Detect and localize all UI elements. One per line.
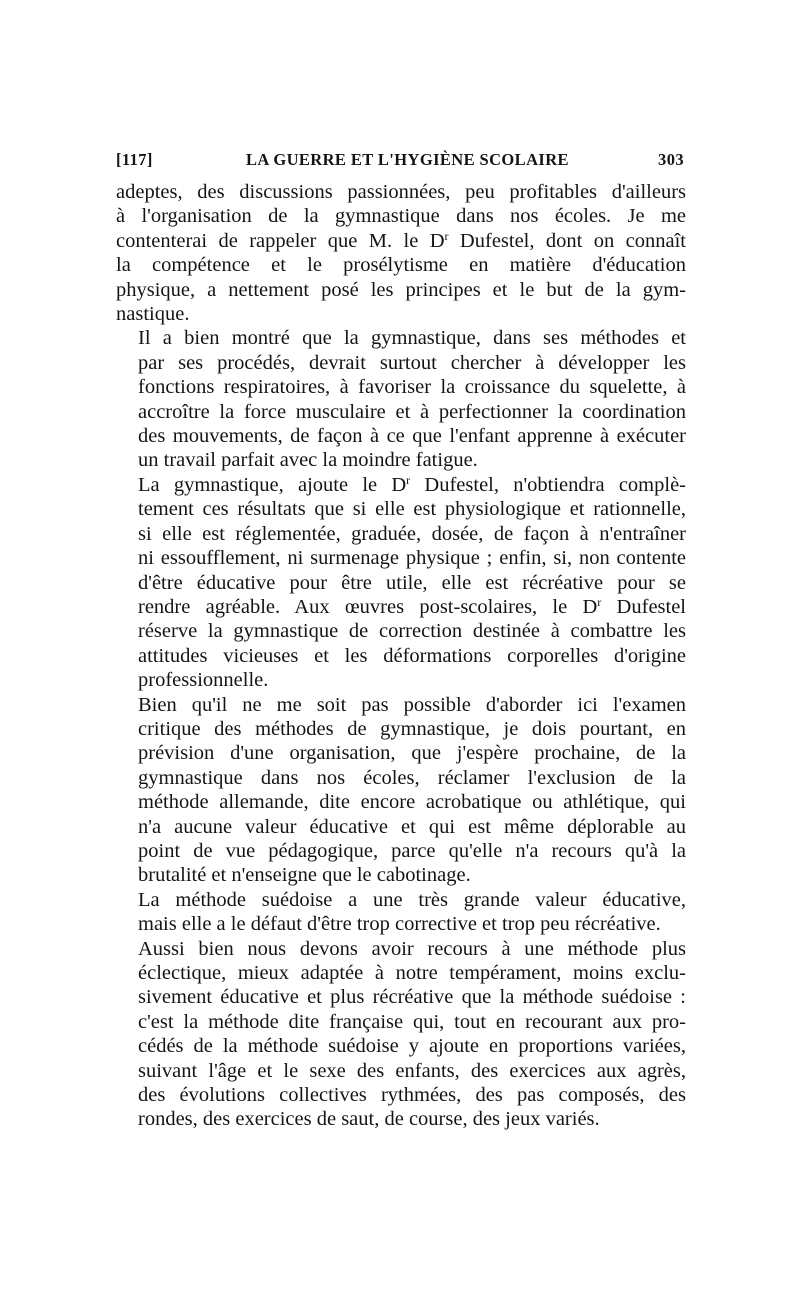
text-line: sivement éducative et plus récréative que la méthode suédoise :: [138, 986, 686, 1009]
paragraph-2: [116, 326, 686, 472]
text-line: tement ces résultats que si elle est physiologique et rationnelle,: [138, 498, 686, 521]
text-line: c'est la méthode dite française qui, tout en recourant aux pro-: [138, 1010, 686, 1033]
paragraph-6: [116, 937, 686, 1132]
text-line: n'a aucune valeur éducative et qui est même déplorable au: [138, 815, 686, 838]
text-line: accroître la force musculaire et à perfectionner la coordination: [138, 400, 686, 423]
text-line: rondes, des exercices de saut, de course, des jeux variés.: [138, 1108, 600, 1131]
text-line: critique des méthodes de gymnastique, je dois pourtant, en: [138, 717, 686, 740]
text-line: attitudes vicieuses et les déformations corporelles d'origine: [138, 644, 686, 667]
text-line: prévision d'une organisation, que j'espère prochaine, de la: [138, 742, 686, 765]
text-line: professionnelle.: [138, 669, 269, 692]
body-text: [116, 180, 686, 1132]
text-fragment: contenterai de rappeler que M. le D: [116, 229, 445, 252]
text-fragment: Dufestel: [601, 595, 687, 618]
text-line: Bien qu'il ne me soit pas possible d'aborder ici l'examen: [138, 693, 686, 716]
text-line: physique, a nettement posé les principes et le but de la gym-: [116, 278, 686, 301]
text-fragment: Dufestel, n'obtiendra complè-: [410, 473, 686, 496]
text-line: à l'organisation de la gymnastique dans nos écoles. Je me: [116, 205, 686, 228]
paragraph-3: [116, 473, 686, 693]
text-line: gymnastique dans nos écoles, réclamer l'exclusion de la: [138, 766, 686, 789]
text-line: fonctions respiratoires, à favoriser la croissance du squelette, à: [138, 376, 686, 399]
paragraph-4: [116, 693, 686, 888]
text-line: [116, 229, 686, 253]
running-head: [116, 150, 684, 174]
text-line: la compétence et le prosélytisme en matière d'éducation: [116, 254, 686, 277]
abbrev-superscript: r: [597, 594, 602, 609]
text-line: d'être éducative pour être utile, elle est récréative pour se: [138, 571, 686, 594]
text-line: méthode allemande, dite encore acrobatique ou athlétique, qui: [138, 791, 686, 814]
text-line: point de vue pédagogique, parce qu'elle n'a recours qu'à la: [138, 839, 686, 862]
abbrev-superscript: r: [444, 228, 449, 243]
paragraph-5: [116, 888, 686, 937]
text-line: nastique.: [116, 303, 190, 326]
text-line: La méthode suédoise a une très grande valeur éducative,: [138, 888, 686, 911]
abbrev-superscript: r: [406, 472, 411, 487]
text-line: éclectique, mieux adaptée à notre tempérament, moins exclu-: [138, 962, 686, 984]
text-line: suivant l'âge et le sexe des enfants, des exercices aux agrès,: [138, 1059, 686, 1082]
text-line: des évolutions collectives rythmées, des pas composés, des: [138, 1084, 686, 1107]
text-line: ni essoufflement, ni surmenage physique ; enfin, si, non contente: [138, 547, 686, 570]
text-line: si elle est réglementée, graduée, dosée, de façon à n'entraîner: [138, 522, 686, 545]
text-line: adeptes, des discussions passionnées, peu profitables d'ailleurs: [116, 181, 686, 203]
text-line: par ses procédés, devrait surtout chercher à développer les: [138, 351, 686, 374]
text-line: [116, 595, 686, 619]
section-number: [117]: [116, 150, 153, 169]
paragraph-1: [116, 180, 686, 326]
text-line: un travail parfait avec la moindre fatigue.: [138, 449, 478, 472]
text-line: des mouvements, de façon à ce que l'enfant apprenne à exécuter: [138, 425, 686, 448]
text-line: cédés de la méthode suédoise y ajoute en proportions variées,: [138, 1035, 686, 1058]
text-fragment: Dufestel, dont on connaît: [448, 229, 687, 252]
page-number: 303: [658, 150, 684, 169]
text-line: Aussi bien nous devons avoir recours à une méthode plus: [138, 937, 686, 960]
text-line: Il a bien montré que la gymnastique, dans ses méthodes et: [138, 327, 686, 350]
text-line: mais elle a le défaut d'être trop corrective et trop peu récréative.: [138, 913, 661, 936]
text-line: brutalité et n'enseigne que le cabotinage.: [138, 864, 471, 887]
running-title: LA GUERRE ET L'HYGIÈNE SCOLAIRE: [246, 150, 569, 169]
text-fragment: rendre agréable. Aux œuvres post-scolaires, le D: [138, 595, 598, 618]
text-line: réserve la gymnastique de correction destinée à combattre les: [138, 620, 686, 643]
text-line: [116, 473, 686, 497]
text-fragment: La gymnastique, ajoute le D: [138, 473, 407, 496]
